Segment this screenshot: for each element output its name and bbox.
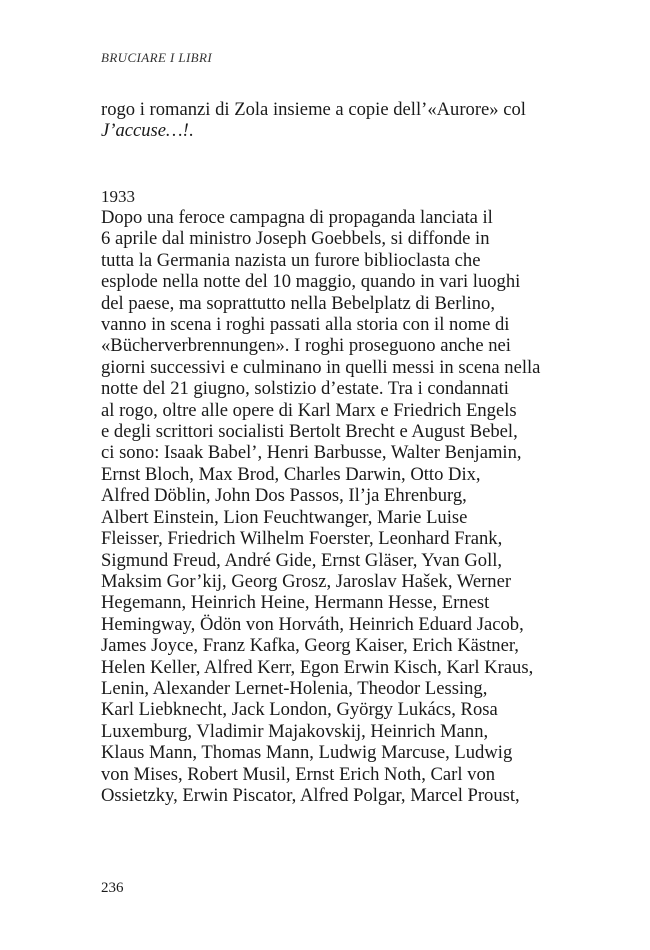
text-line: tutta la Germania nazista un furore biblioclasta che [101, 249, 481, 271]
text-fragment: . [188, 120, 194, 142]
text-line: Luxemburg, Vladimir Majakovskij, Heinrich Mann, [101, 720, 489, 742]
text-line: Maksim Gor’kij, Georg Grosz, Jaroslav Hašek, Werner [101, 570, 512, 592]
section-year: 1933 [101, 187, 135, 206]
text-line: von Mises, Robert Musil, Ernst Erich Noth, Carl von [101, 763, 496, 785]
text-line: Alfred Döblin, John Dos Passos, Il’ja Ehrenburg, [101, 485, 467, 507]
text-line: Lenin, Alexander Lernet-Holenia, Theodor Lessing, [101, 677, 488, 699]
running-head: BRUCIARE I LIBRI [101, 50, 213, 65]
text-line: e degli scrittori socialisti Bertolt Brecht e August Bebel, [101, 421, 518, 443]
text-line: 6 aprile dal ministro Joseph Goebbels, si diffonde in [101, 228, 490, 250]
text-line [101, 120, 551, 141]
text-line: Ernst Bloch, Max Brod, Charles Darwin, Otto Dix, [101, 463, 481, 485]
text-line: Karl Liebknecht, Jack London, György Lukács, Rosa [101, 699, 498, 721]
text-line: vanno in scena i roghi passati alla storia con il nome di [101, 314, 510, 336]
text-line: Albert Einstein, Lion Feuchtwanger, Marie Luise [101, 506, 468, 528]
text-line: Hegemann, Heinrich Heine, Hermann Hesse, Ernest [101, 592, 490, 614]
text-line: Ossietzky, Erwin Piscator, Alfred Polgar, Marcel Proust, [101, 784, 520, 806]
text-line: Fleisser, Friedrich Wilhelm Foerster, Leonhard Frank, [101, 528, 503, 550]
text-line: del paese, ma soprattutto nella Bebelplatz di Berlino, [101, 292, 495, 314]
text-line: ci sono: Isaak Babel’, Henri Barbusse, Walter Benjamin, [101, 442, 522, 464]
text-line: giorni successivi e culminano in quelli messi in scena nella [101, 356, 541, 378]
section-body [101, 207, 551, 806]
text-line: Dopo una feroce campagna di propaganda lanciata il [101, 207, 493, 228]
text-line: notte del 21 giugno, solstizio d’estate. Tra i condannati [101, 378, 509, 400]
text-line: James Joyce, Franz Kafka, Georg Kaiser, Erich Kästner, [101, 635, 519, 657]
page-number: 236 [101, 880, 124, 896]
text-line: rogo i romanzi di Zola insieme a copie dell’«Aurore» col [101, 99, 526, 120]
text-line: Hemingway, Ödön von Horváth, Heinrich Eduard Jacob, [101, 613, 524, 635]
text-line: esplode nella notte del 10 maggio, quando in vari luoghi [101, 271, 521, 293]
italic-title: J’accuse…! [101, 120, 189, 142]
continuation-paragraph [101, 99, 551, 142]
text-line: Helen Keller, Alfred Kerr, Egon Erwin Kisch, Karl Kraus, [101, 656, 534, 678]
text-line: Klaus Mann, Thomas Mann, Ludwig Marcuse, Ludwig [101, 742, 513, 764]
text-line: Sigmund Freud, André Gide, Ernst Gläser, Yvan Goll, [101, 549, 503, 571]
text-line: al rogo, oltre alle opere di Karl Marx e Friedrich Engels [101, 399, 517, 421]
text-line: «Bücherverbrennungen». I roghi proseguono anche nei [101, 335, 511, 357]
